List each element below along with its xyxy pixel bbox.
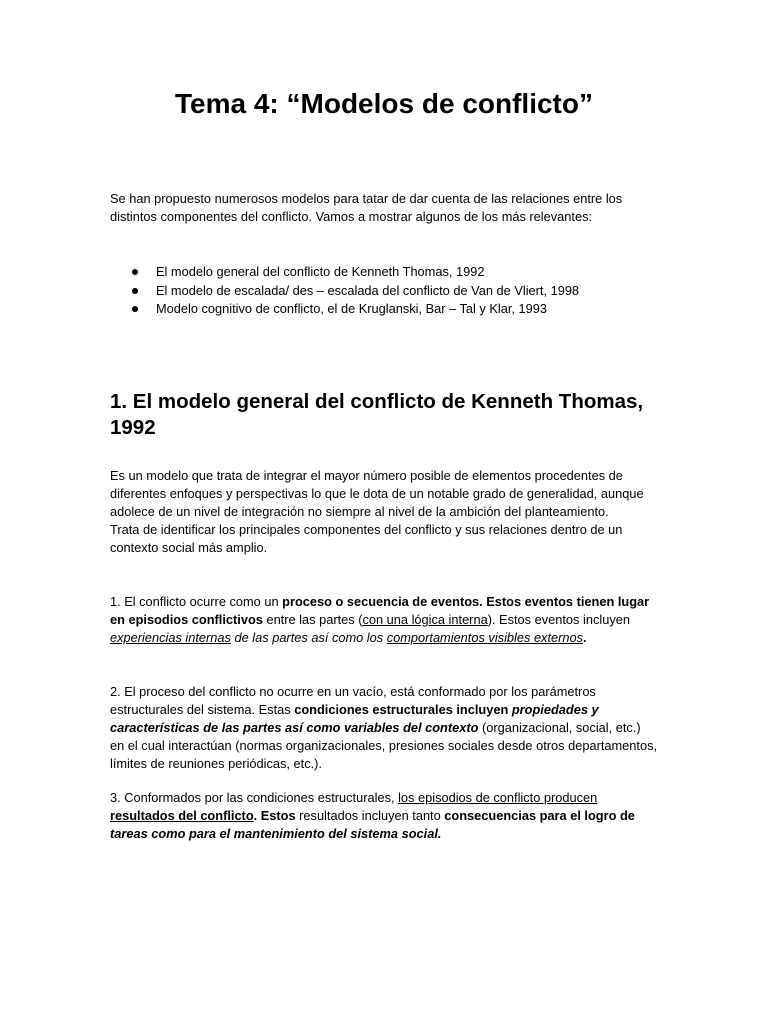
section-1-paragraph: Es un modelo que trata de integrar el mayor número posible de elementos procedentes de diferentes enfoques y perspectivas lo que le dota de un notable grado de generalidad, aunque adolece de un nivel de integración no siempre al nivel de la ambición del planteamiento. bbox=[110, 468, 644, 519]
text-run: (organizacional, social, etc.) en el cual interactúan (normas organizacionales, presiones sociales desde otros departamentos, límites de reuniones periódicas, etc.). bbox=[110, 720, 658, 771]
text-run: entre las partes ( bbox=[262, 612, 363, 627]
section-1-heading: 1. El modelo general del conflicto de Kenneth Thomas, 1992 bbox=[110, 390, 644, 439]
underlined-text: los episodios de conflicto producen bbox=[398, 790, 598, 805]
bullet-icon bbox=[132, 306, 138, 312]
underlined-text: con una lógica interna bbox=[362, 612, 488, 627]
bold-text: . Estos bbox=[253, 808, 296, 823]
point-1-paragraph bbox=[110, 593, 658, 647]
bullet-item bbox=[128, 300, 668, 319]
bullet-item bbox=[128, 282, 668, 301]
bullet-item bbox=[128, 263, 668, 282]
models-bullet-list bbox=[128, 263, 668, 319]
italic-underlined-text: comportamientos visibles externos bbox=[386, 630, 584, 645]
bullet-icon bbox=[132, 269, 138, 275]
bold-underlined-text: resultados del conflicto bbox=[110, 808, 254, 823]
bullet-item-text: El modelo general del conflicto de Kenneth Thomas, 1992 bbox=[156, 264, 485, 279]
text-run: ). Estos eventos incluyen bbox=[487, 612, 630, 627]
section-1-paragraph: Trata de identificar los principales componentes del conflicto y sus relaciones dentro de un contexto social más amplio. bbox=[110, 522, 623, 555]
point-3-paragraph bbox=[110, 789, 658, 843]
text-run: . bbox=[583, 630, 587, 645]
bold-text: proceso o secuencia de eventos. Estos eventos tienen lugar en episodios conflictivos bbox=[110, 594, 650, 627]
bullet-item-text: El modelo de escalada/ des – escalada del conflicto de Van de Vliert, 1998 bbox=[156, 282, 580, 298]
italic-text: de las partes así como los bbox=[230, 630, 387, 645]
point-2-paragraph bbox=[110, 683, 658, 773]
bold-text: consecuencias para el logro de bbox=[444, 808, 635, 823]
text-run: 3. Conformados por las condiciones estructurales, bbox=[110, 790, 399, 805]
bold-italic-text: propiedades y características de las partes así como variables del contexto bbox=[110, 702, 599, 735]
text-run: 2. El proceso del conflicto no ocurre en un vacío, está conformado por los parámetros estructurales del sistema. Estas bbox=[110, 684, 596, 717]
intro-paragraph: Se han propuesto numerosos modelos para tatar de dar cuenta de las relaciones entre los distintos componentes del conflicto. Vamos a mostrar algunos de los más relevantes: bbox=[110, 191, 623, 224]
text-run: 1. El conflicto ocurre como un bbox=[110, 594, 283, 609]
bullet-item-text: Modelo cognitivo de conflicto, el de Kruglanski, Bar – Tal y Klar, 1993 bbox=[156, 301, 548, 316]
text-run: resultados incluyen tanto bbox=[295, 808, 445, 823]
bold-text: condiciones estructurales incluyen bbox=[294, 702, 512, 717]
document-title: Tema 4: “Modelos de conflicto” bbox=[175, 88, 593, 119]
bullet-icon bbox=[132, 288, 138, 294]
bold-italic-text: tareas como para el mantenimiento del sistema social. bbox=[110, 826, 442, 841]
italic-underlined-text: experiencias internas bbox=[110, 630, 231, 645]
section-1-intro bbox=[110, 467, 658, 557]
